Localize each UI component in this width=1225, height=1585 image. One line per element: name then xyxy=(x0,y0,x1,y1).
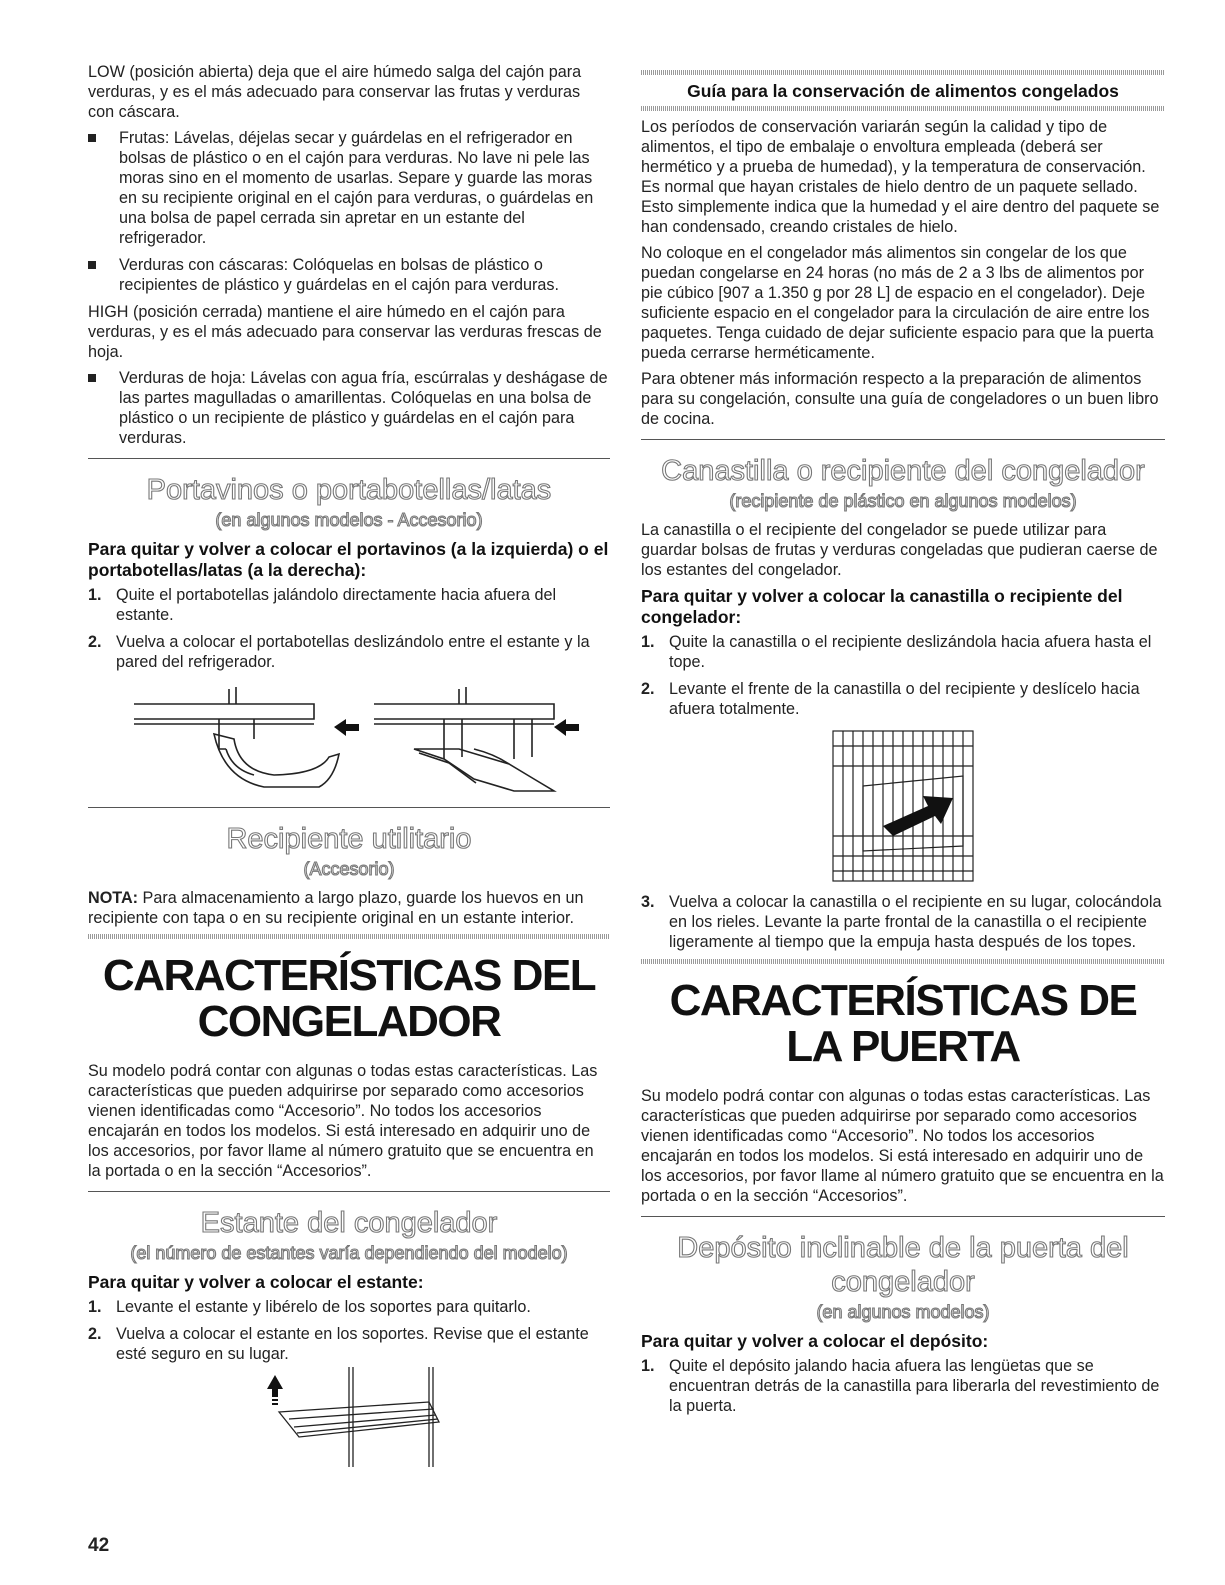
left-column xyxy=(88,62,610,1473)
step-text: Quite el portabotellas jalándolo directamente hacia afuera del estante. xyxy=(116,586,557,624)
section-divider xyxy=(88,807,610,808)
low-setting-paragraph: LOW (posición abierta) deja que el aire húmedo salga del cajón para verduras, y es el más adecuado para conservar las frutas y verduras con cáscara. xyxy=(88,63,582,121)
freezer-features-body: Su modelo podrá contar con algunas o todas estas características. Las características que pueden adquirirse por separado como accesorios vienen identificadas como “Accesorio”. No todos los accesorios encajarán en todos los modelos. Si está interesado en adquirir uno de los accesorios, por favor llame al número gratuito que se encuentra en la portada o en la sección “Accesorios”. xyxy=(88,1062,598,1180)
step-number: 3. xyxy=(641,893,655,911)
wine-rack-illustration xyxy=(114,679,584,797)
freezer-basket-body: La canastilla o el recipiente del congelador se puede utilizar para guardar bolsas de frutas y verduras congeladas que pudieran caerse de los estantes del congelador. xyxy=(641,521,1158,579)
freezer-features-title xyxy=(88,953,610,1045)
freezer-shelf-steps xyxy=(88,1297,610,1364)
step-number: 1. xyxy=(641,633,655,651)
freezer-shelf-illustration xyxy=(239,1367,459,1467)
freezer-basket-subheading: (recipiente de plástico en algunos modelos) xyxy=(729,491,1077,511)
step-text: Quite el depósito jalando hacia afuera las lengüetas que se encuentran detrás de la canastilla para liberarla del revestimiento de la puerta. xyxy=(669,1357,1160,1415)
freezer-basket-illustration xyxy=(823,726,983,886)
high-setting-paragraph: HIGH (posición cerrada) mantiene el aire húmedo en el cajón para verduras, y es el más adecuado para conservar las verduras frescas de hoja. xyxy=(88,303,602,361)
guide-paragraph: No coloque en el congelador más alimentos sin congelar de los que puedan congelarse en 24 horas (no más de 2 a 3 lbs de alimentos por pie cúbico [907 a 1.350 g por 28 L] de espacio en el congelador). Deje suficiente espacio en el congelador para la circulación de aire entre los paquetes. Tenga cuidado de dejar suficiente espacio para que la puerta pueda cerrarse herméticamente. xyxy=(641,244,1154,362)
guide-paragraph: Los períodos de conservación variarán según la calidad y tipo de alimentos, el tipo de embalaje o envoltura empleada (deberá ser hermético y a prueba de humedad), y la temperatura de conservación. Es normal que hayan cristales de hielo dentro de un paquete sellado. Esto simplemente indica que la humedad y el aire dentro del paquete se han condensado, creando cristales de hielo. xyxy=(641,118,1160,236)
step-item xyxy=(88,585,610,625)
list-item: Verduras de hoja: Lávelas con agua fría, escúrralas y deshágase de las partes magulladas o amarillentas. Colóquelas en una bolsa de plástico o un recipiente de plástico y guárdelas en el cajón para verduras. xyxy=(88,368,610,448)
utility-bin-heading: Recipiente utilitario xyxy=(226,823,472,855)
list-item: Frutas: Lávelas, déjelas secar y guárdelas en el refrigerador en bolsas de plástico o en el cajón para verduras. No lave ni pele las moras sino en el momento de usarlas. Separe y guarde las moras en su recipiente original en el cajón para verduras, o guárdelas en una bolsa de papel cerrada sin apretar en un estante del refrigerador. xyxy=(88,128,610,248)
door-features-title xyxy=(641,978,1165,1070)
utility-bin-subheading: (Accesorio) xyxy=(303,859,395,879)
step-number: 2. xyxy=(88,1325,102,1343)
tilt-bin-instructions-heading: Para quitar y volver a colocar el depósito: xyxy=(641,1331,989,1351)
step-text: Vuelva a colocar la canastilla o el recipiente en su lugar, colocándola en los rieles. Levante la parte frontal de la canastilla o el recipiente ligeramente al tiempo que la empuja hasta después de los topes. xyxy=(669,893,1162,951)
wine-rack-subheading: (en algunos modelos - Accesorio) xyxy=(215,510,483,530)
note-text: Para almacenamiento a largo plazo, guarde los huevos en un recipiente con tapa o en su recipiente original en un estante interior. xyxy=(88,889,584,927)
step-item xyxy=(641,632,1165,672)
section-hatch-divider xyxy=(88,934,610,939)
section-divider xyxy=(641,439,1165,440)
step-text: Vuelva a colocar el estante en los soportes. Revise que el estante esté seguro en su lugar. xyxy=(116,1325,589,1363)
freezer-basket-instructions-heading: Para quitar y volver a colocar la canastilla o recipiente del congelador: xyxy=(641,586,1123,627)
wine-rack-instructions-heading: Para quitar y volver a colocar el portavinos (a la izquierda) o el portabotellas/latas (a la derecha): xyxy=(88,539,609,580)
step-text: Levante el frente de la canastilla o del recipiente y deslícelo hacia afuera totalmente. xyxy=(669,680,1140,718)
step-item xyxy=(641,679,1165,719)
step-number: 1. xyxy=(88,586,102,604)
step-item xyxy=(88,632,610,672)
step-number: 1. xyxy=(641,1357,655,1375)
title-line: CARACTERÍSTICAS DEL xyxy=(102,951,596,1000)
guide-paragraph: Para obtener más información respecto a la preparación de alimentos para su congelación, consulte una guía de congeladores o un buen libro de cocina. xyxy=(641,370,1159,428)
step-item xyxy=(88,1297,610,1317)
step-item xyxy=(641,1356,1165,1416)
freezer-shelf-subheading: (el número de estantes varía dependiendo del modelo) xyxy=(130,1243,568,1263)
title-line: CARACTERÍSTICAS DE xyxy=(669,976,1137,1025)
step-number: 1. xyxy=(88,1298,102,1316)
freezer-shelf-instructions-heading: Para quitar y volver a colocar el estante: xyxy=(88,1272,424,1292)
tilt-bin-subheading: (en algunos modelos) xyxy=(816,1302,990,1322)
freezer-basket-steps-continued xyxy=(641,892,1165,952)
freezer-basket-steps xyxy=(641,632,1165,719)
step-item xyxy=(88,1324,610,1364)
right-column xyxy=(641,62,1165,1423)
step-text: Levante el estante y libérelo de los soportes para quitarlo. xyxy=(116,1298,531,1316)
freezer-shelf-heading: Estante del congelador xyxy=(200,1207,498,1239)
step-text: Vuelva a colocar el portabotellas deslizándolo entre el estante y la pared del refrigerador. xyxy=(116,633,590,671)
step-number: 2. xyxy=(88,633,102,651)
wine-rack-steps xyxy=(88,585,610,672)
tilt-bin-steps xyxy=(641,1356,1165,1416)
wine-rack-heading: Portavinos o portabotellas/latas xyxy=(146,474,552,506)
tilt-bin-heading xyxy=(641,1231,1165,1299)
frozen-food-guide-heading: Guía para la conservación de alimentos congelados xyxy=(687,81,1119,101)
step-number: 2. xyxy=(641,680,655,698)
step-item xyxy=(641,892,1165,952)
section-divider xyxy=(641,1216,1165,1217)
list-item: Verduras con cáscaras: Colóquelas en bolsas de plástico o recipientes de plástico y guárdelas en el cajón para verduras. xyxy=(88,255,610,295)
door-features-body: Su modelo podrá contar con algunas o todas estas características. Las características que pueden adquirirse por separado como accesorios vienen identificadas como “Accesorio”. No todos los accesorios encajarán en todos los modelos. Si está interesado en adquirir uno de los accesorios, por favor llame al número gratuito que se encuentra en la portada o en la sección “Accesorios”. xyxy=(641,1087,1164,1205)
high-setting-list xyxy=(88,368,610,448)
section-hatch-divider xyxy=(641,106,1165,111)
section-hatch-divider xyxy=(641,959,1165,964)
note-label: NOTA: xyxy=(88,889,139,907)
title-line: congelador xyxy=(831,1266,975,1298)
page-number: 42 xyxy=(88,1535,110,1556)
section-hatch-divider xyxy=(641,70,1165,75)
step-text: Quite la canastilla o el recipiente deslizándola hacia afuera hasta el tope. xyxy=(669,633,1152,671)
low-setting-list xyxy=(88,128,610,295)
section-divider xyxy=(88,1191,610,1192)
title-line: CONGELADOR xyxy=(197,997,501,1046)
title-line: Depósito inclinable de la puerta del xyxy=(677,1232,1129,1264)
title-line: LA PUERTA xyxy=(786,1022,1020,1071)
utility-bin-note xyxy=(88,888,610,928)
freezer-basket-heading: Canastilla o recipiente del congelador xyxy=(661,455,1145,487)
section-divider xyxy=(88,458,610,459)
